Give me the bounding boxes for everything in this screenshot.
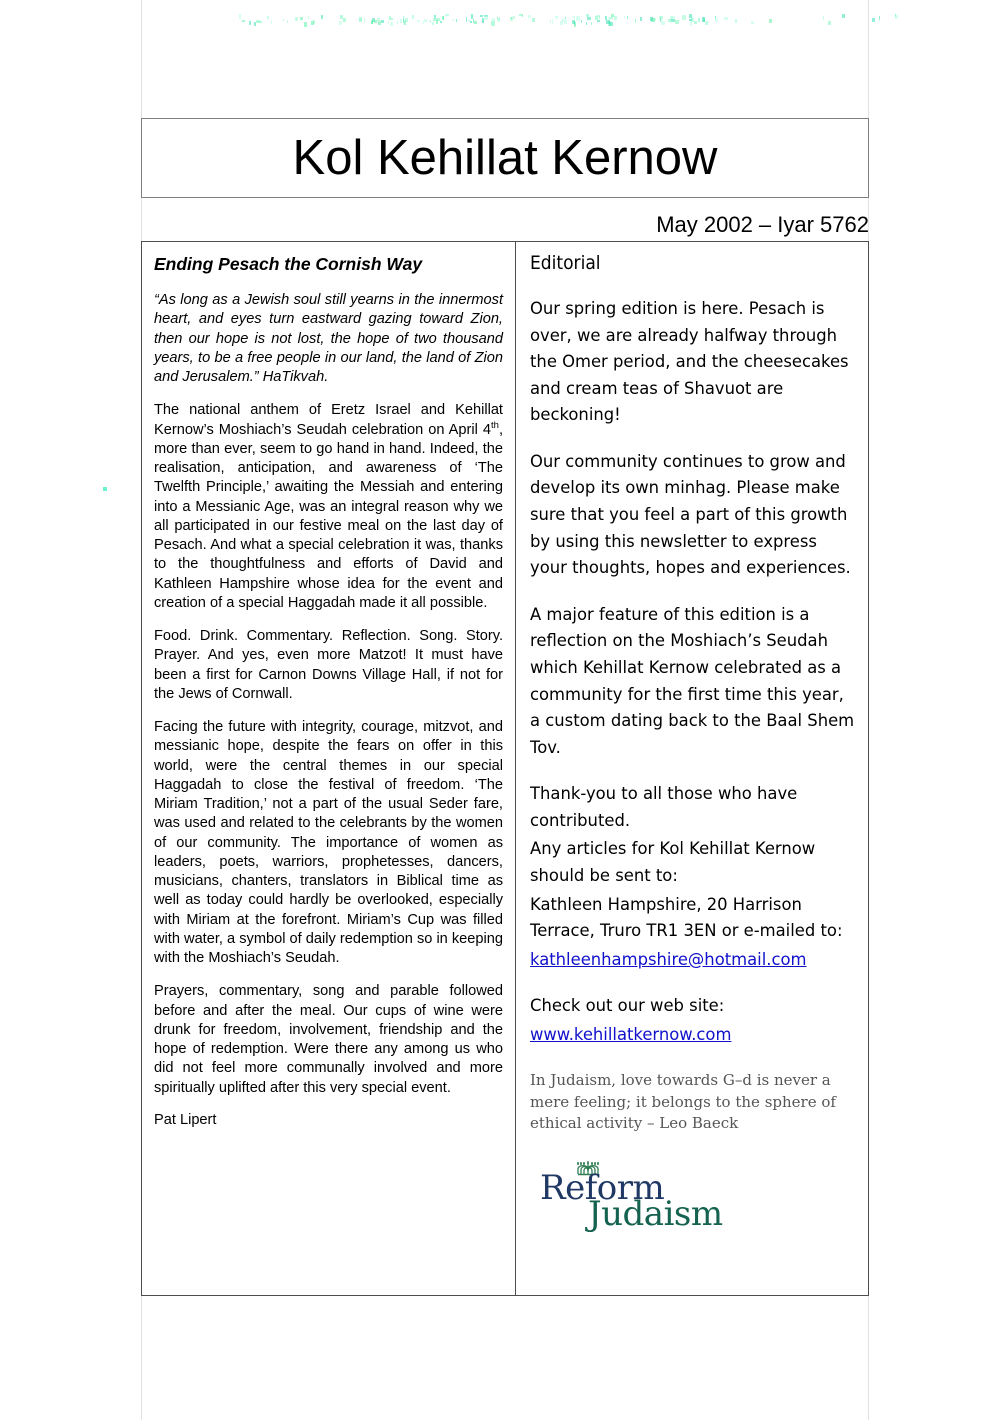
- editorial-paragraph-2: Our community continues to grow and develop its own minhag. Please make sure that you feel a part of this growth by using this newsletter to express your thoughts, hopes and experiences.: [530, 451, 851, 578]
- editor-email-link[interactable]: kathleenhampshire@hotmail.com: [530, 949, 807, 969]
- scan-edge-mark: [103, 487, 107, 491]
- article-paragraph-5: Prayers, commentary, song and parable followed before and after the meal. Our cups of wine were drunk for freedom, involvement, friendship and the hope of redemption. Were there any among us who did not feel more communally involved and more spiritually uplifted after this very special event.: [154, 983, 503, 1096]
- article-byline: Pat Lipert: [154, 1111, 217, 1128]
- leo-baeck-quote: In Judaism, love towards G–d is never a mere feeling; it belongs to the sphere of ethical activity – Leo Baeck: [530, 1071, 836, 1133]
- editorial-thanks: Thank-you to all those who have contributed.: [530, 784, 798, 830]
- scan-speckle-artifacts: [0, 0, 1000, 40]
- article-paragraph-2-part2: , more than ever, seem to go hand in hand. Indeed, the realisation, anticipation, and awareness of ‘The Twelfth Principle,’ awaiting the Messiah and entering into a Messianic Age, was an integral reason why we all participated in our festive meal on the last day of Pesach. And what a special celebration it was, thanks to the thoughtfulness and efforts of David and Kathleen Hampshire whose idea for the event and creation of a special Haggadah made it all possible.: [154, 421, 503, 611]
- article-paragraph-3: Food. Drink. Commentary. Reflection. Song. Story. Prayer. And yes, even more Matzot! It must have been a first for Carnon Downs Village Hall, if not for the Jews of Cornwall.: [154, 628, 503, 702]
- logo-text-reform: Reform: [540, 1168, 665, 1209]
- reform-judaism-logo: [540, 1160, 740, 1235]
- newsletter-title: Kol Kehillat Kernow: [292, 131, 718, 185]
- logo-text-judaism: Judaism: [588, 1194, 723, 1235]
- masthead-box: [141, 118, 869, 198]
- editorial-heading: Editorial: [530, 252, 601, 274]
- content-table: [141, 241, 869, 1296]
- article-column: [142, 242, 516, 1295]
- ordinal-suffix: th: [491, 419, 499, 431]
- article-heading: Ending Pesach the Cornish Way: [154, 254, 423, 274]
- editorial-column: [516, 242, 868, 1295]
- website-link[interactable]: www.kehillatkernow.com: [530, 1024, 732, 1044]
- article-paragraph-2: [154, 401, 503, 613]
- article-paragraph-2-part1: The national anthem of Eretz Israel and Kehillat Kernow’s Moshiach’s Seudah celebration on April 4: [154, 402, 503, 438]
- website-intro: Check out our web site:: [530, 996, 725, 1016]
- editorial-paragraph-3: A major feature of this edition is a reflection on the Moshiach’s Seudah which Kehillat Kernow celebrated as a community for the first time this year, a custom dating back to the Baal Shem Tov.: [530, 604, 855, 757]
- article-paragraph-4: Facing the future with integrity, courage, mitzvot, and messianic hope, despite the fears on offer in this world, were the central themes in our special Haggadah to close the festival of freedom. ‘The Miriam Tradition,’ not a part of the usual Seder fare, was used and related to the celebrants by the women of our community. The importance of women as leaders, poets, warriors, prophetesses, dancers, musicians, chanters, translators in Biblical time as well as today could hardly be overlooked, especially with Miriam at the forefront. Miriam’s Cup was filled with water, a symbol of daily redemption so in keeping with the Moshiach’s Seudah.: [154, 719, 503, 966]
- article-epigraph: “As long as a Jewish soul still yearns in the innermost heart, and eyes turn eastward gazing toward Zion, then our hope is not lost, the hope of two thousand years, to be a free people in our land, the land of Zion and Jerusalem.” HaTikvah.: [154, 292, 503, 385]
- editorial-postal-address: Kathleen Hampshire, 20 Harrison Terrace, Truro TR1 3EN or e-mailed to:: [530, 894, 843, 941]
- editorial-paragraph-1: Our spring edition is here. Pesach is over, we are already halfway through the Omer period, and the cheesecakes and cream teas of Shavuot are beckoning!: [530, 299, 849, 425]
- issue-dateline: May 2002 – Iyar 5762: [656, 212, 869, 237]
- editorial-submission-intro: Any articles for Kol Kehillat Kernow should be sent to:: [530, 839, 816, 885]
